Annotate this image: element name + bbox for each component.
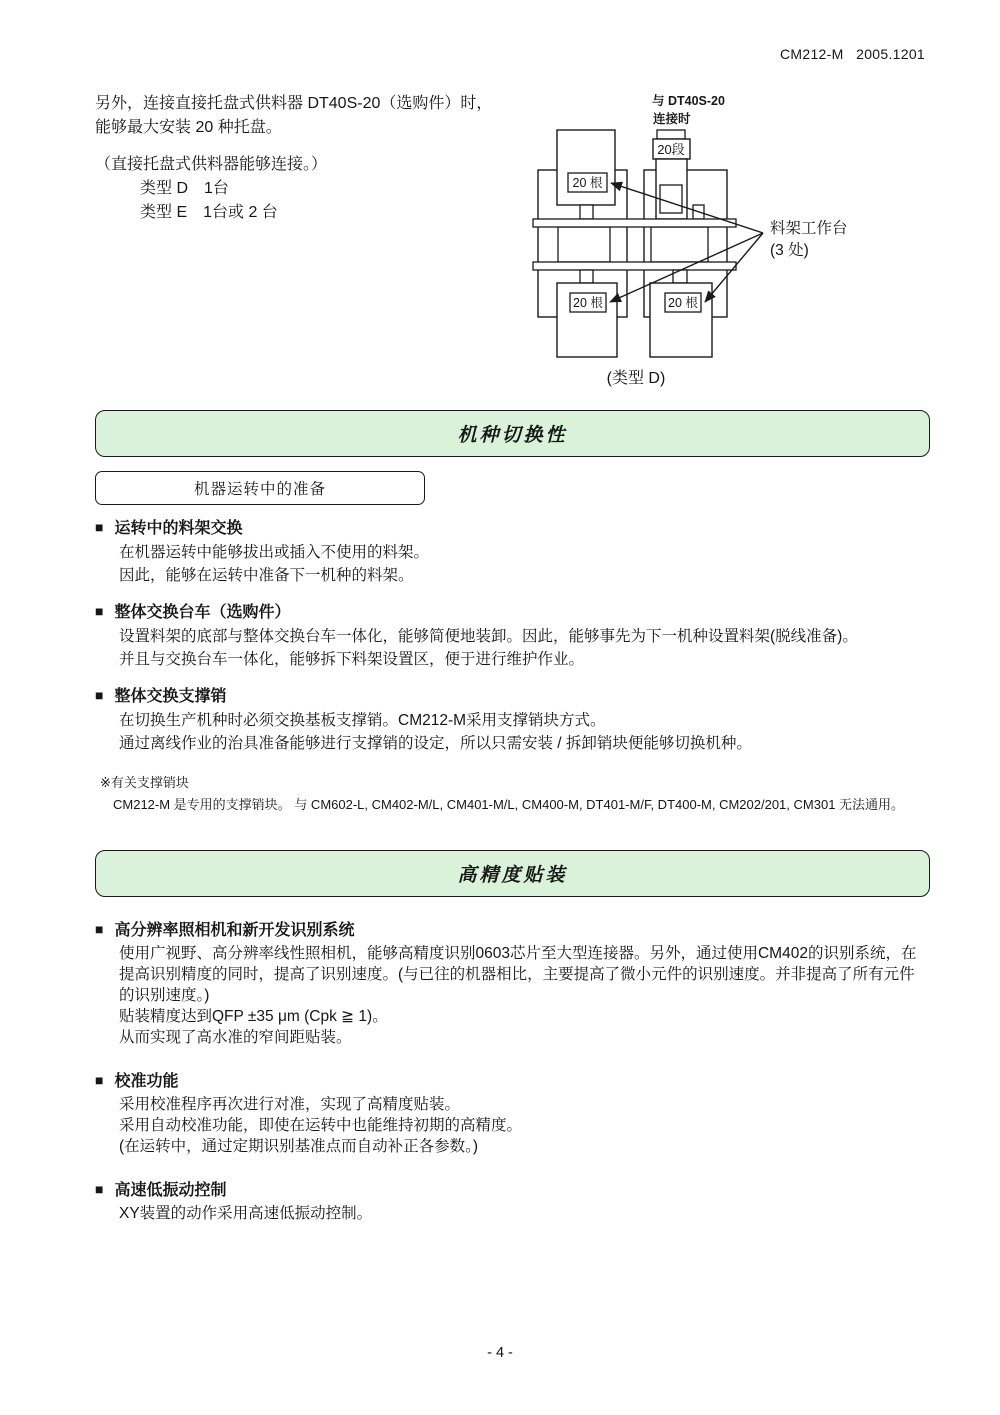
section-low-vibration [95, 1178, 933, 1224]
body-line: 通过离线作业的治具准备能够进行支撑销的设定，所以只需安装 / 拆卸销块便能够切换机种。 [119, 735, 752, 752]
section-exchange-cart [95, 600, 933, 671]
page-number: - 4 - [487, 1345, 513, 1361]
body-opening-right [651, 227, 708, 262]
section-body [95, 541, 933, 587]
section-title: 高分辨率照相机和新开发识别系统 [114, 922, 355, 939]
section-support-pins [95, 684, 933, 755]
slot-label-top: 20 根 [572, 176, 603, 190]
precision-sections [95, 918, 933, 1245]
subbox-preparation: 机器运转中的准备 [95, 471, 425, 505]
intro-type-d: 类型 D 1台 [140, 180, 229, 197]
workbench-label-line2: (3 处) [770, 242, 809, 259]
body-line: 并且与交换台车一体化，能够拆下料架设置区，便于进行维护作业。 [119, 651, 585, 668]
section-body [95, 709, 933, 755]
section-recognition-system [95, 918, 933, 1048]
body-line: 设置料架的底部与整体交换台车一体化，能够简便地装卸。因此，能够事先为下一机种设置料架(脱线准备)。 [119, 628, 858, 645]
support-pin-note [95, 772, 933, 816]
machine-switch-sections [95, 516, 933, 816]
section-title: 校准功能 [114, 1073, 179, 1090]
intro-type-e: 类型 E 1台或 2 台 [140, 204, 278, 221]
document-header: CM212-M 2005.1201 [779, 46, 925, 62]
body-line: 在机器运转中能够拔出或插入不使用的料架。 [119, 544, 430, 561]
section-title: 运转中的料架交换 [114, 520, 243, 537]
dt40s-stage-label: 20段 [657, 142, 685, 157]
diagram-connect-label-line1: 与 DT40S-20 [652, 94, 725, 108]
dt40s-inner-window [660, 185, 682, 213]
tray-feeder-top [557, 130, 615, 205]
machine-diagram-svg [530, 85, 960, 395]
section-calibration [95, 1069, 933, 1157]
square-bullet-icon: ■ [95, 687, 104, 703]
body-line: 因此，能够在运转中准备下一机种的料架。 [119, 567, 414, 584]
square-bullet-icon: ■ [95, 519, 104, 535]
body-line: (在运转中，通过定期识别基准点而自动补正各参数。) [119, 1138, 479, 1155]
section-body [95, 625, 933, 671]
note-line: 与 CM602-L, CM402-M/L, CM401-M/L, CM400-M, DT401-M/F, DT400-M, CM202/201, CM301 无法通用。 [294, 797, 905, 812]
section-title: 整体交换支撑销 [114, 688, 227, 705]
note-title: ※有关支撑销块 [100, 775, 189, 790]
body-line: 从而实现了高水准的窄间距贴装。 [119, 1029, 352, 1046]
note-body [100, 794, 933, 816]
body-line: 使用广视野、高分辨率线性照相机，能够高精度识别0603芯片至大型连接器。另外，通过使用CM402的识别系统，在提高识别精度的同时，提高了识别速度。(与已往的机器相比，主要提高了微小元件的识别速度。并非提高了所有元件的识别速度。) [119, 945, 917, 1004]
section-body [95, 1203, 933, 1224]
tray-feeder-top-tab [580, 205, 593, 219]
feeder-rail-upper [533, 219, 736, 227]
banner-machine-switch: 机种切换性 [95, 410, 930, 457]
square-bullet-icon: ■ [95, 1072, 104, 1088]
diagram-caption: (类型 D) [606, 370, 666, 387]
body-line: 在切换生产机种时必须交换基板支撑销。CM212-M采用支撑销块方式。 [119, 712, 606, 729]
dt40s-cap [657, 130, 685, 139]
body-line: XY装置的动作采用高速低振动控制。 [119, 1205, 373, 1222]
section-heading [95, 684, 933, 709]
section-body [95, 1094, 933, 1157]
diagram-connect-label-line2: 连接时 [653, 112, 691, 126]
section-title: 高速低振动控制 [114, 1182, 227, 1199]
square-bullet-icon: ■ [95, 921, 104, 937]
slot-label-bottom-left: 20 根 [573, 296, 603, 310]
slot-label-bottom-right: 20 根 [668, 296, 698, 310]
feeder-rail-lower [533, 262, 736, 270]
body-line: 采用自动校准功能，即使在运转中也能维持初期的高精度。 [119, 1117, 523, 1134]
intro-line-1: 另外，连接直接托盘式供料器 DT40S-20（选购件）时， [95, 95, 493, 112]
intro-paren-note: （直接托盘式供料器能够连接。） [95, 156, 328, 173]
section-heading [95, 1178, 933, 1203]
square-bullet-icon: ■ [95, 1181, 104, 1197]
body-line: 采用校准程序再次进行对准，实现了高精度贴装。 [119, 1096, 461, 1113]
section-heading [95, 600, 933, 625]
intro-line-2: 能够最大安装 20 种托盘。 [95, 119, 282, 136]
section-body [95, 943, 933, 1048]
section-heading [95, 918, 933, 943]
body-line: 贴装精度达到QFP ±35 μm (Cpk ≧ 1)。 [119, 1008, 388, 1025]
banner-high-precision: 高精度贴装 [95, 850, 930, 897]
tray-feeder-bottom-left-tab [580, 270, 593, 283]
square-bullet-icon: ■ [95, 603, 104, 619]
section-rack-exchange [95, 516, 933, 587]
section-heading [95, 1069, 933, 1094]
section-title: 整体交换台车（选购件） [114, 604, 291, 621]
workbench-label-line1: 料架工作台 [770, 220, 848, 237]
machine-diagram [530, 85, 960, 395]
note-line: CM212-M 是专用的支撑销块。 [113, 797, 291, 812]
intro-text-block [95, 92, 535, 225]
section-heading [95, 516, 933, 541]
body-opening-left [558, 227, 610, 262]
